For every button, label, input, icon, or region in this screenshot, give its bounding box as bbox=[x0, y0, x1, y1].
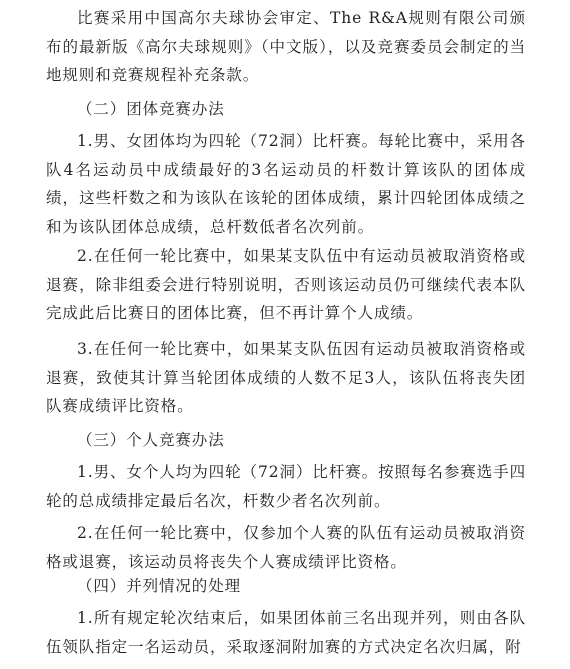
team-rule-1: 1.男、女团体均为四轮（72洞）比杆赛。每轮比赛中，采用各队4名运动员中成绩最好的3名运动员的杆数计算该队的团体成绩，这些杆数之和为该队在该轮的团体成绩，累计四轮团体成绩之和为该队团体总成绩，总杆数低者名次列前。 bbox=[46, 132, 526, 236]
individual-rule-2: 2.在任何一轮比赛中，仅参加个人赛的队伍有运动员被取消资格或退赛，该运动员将丧失个人赛成绩评比资格。 bbox=[46, 524, 526, 571]
section-heading-tie: （四）并列情况的处理 bbox=[77, 577, 242, 595]
individual-rule-1: 1.男、女个人均为四轮（72洞）比杆赛。按照每名参赛选手四轮的总成绩排定最后名次，杆数少者名次列前。 bbox=[46, 463, 526, 510]
tie-rule-1: 1.所有规定轮次结束后，如果团体前三名出现并列，则由各队伍领队指定一名运动员，采取逐洞附加赛的方式决定名次归属，附 bbox=[46, 609, 526, 656]
team-rule-3: 3.在任何一轮比赛中，如果某支队伍因有运动员被取消资格或退赛，致使其计算当轮团体成绩的人数不足3人，该队伍将丧失团队赛成绩评比资格。 bbox=[46, 340, 526, 416]
team-rule-2: 2.在任何一轮比赛中，如果某支队伍中有运动员被取消资格或退赛，除非组委会进行特别说明，否则该运动员仍可继续代表本队完成此后比赛日的团体比赛，但不再计算个人成绩。 bbox=[46, 247, 526, 323]
section-heading-individual: （三）个人竞赛办法 bbox=[77, 431, 225, 449]
section-heading-team: （二）团体竞赛办法 bbox=[77, 100, 225, 118]
intro-paragraph: 比赛采用中国高尔夫球协会审定、The R&A规则有限公司颁布的最新版《高尔夫球规则》（中文版），以及竞赛委员会制定的当地规则和竞赛规程补充条款。 bbox=[46, 9, 526, 85]
